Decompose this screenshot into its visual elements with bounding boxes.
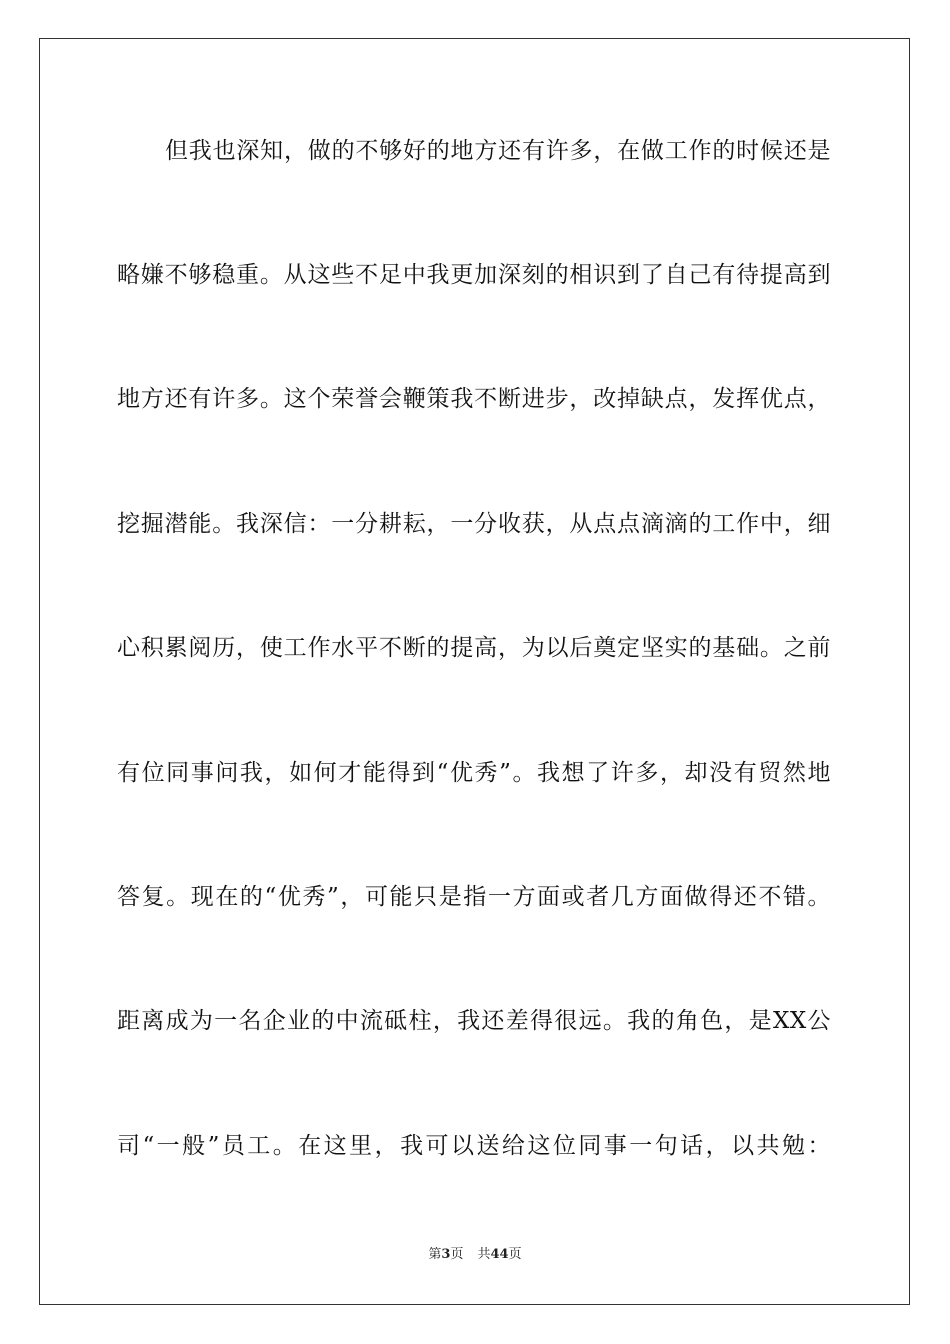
page-footer [0,1246,950,1264]
paragraph-line-9: 司“一般”员工。在这里，我可以送给这位同事一句话，以共勉： [117,1133,831,1159]
paragraph-line-7: 答复。现在的“优秀”，可能只是指一方面或者几方面做得还不错。 [117,884,831,910]
page-suffix: 页 [450,1247,464,1262]
paragraph-line-5: 心积累阅历，使工作水平不断的提高，为以后奠定坚实的基础。之前 [117,635,831,661]
paragraph-line-6: 有位同事问我，如何才能得到“优秀”。我想了许多，却没有贸然地 [117,760,831,786]
total-pages: 44 [490,1247,509,1262]
paragraph-line-2: 略嫌不够稳重。从这些不足中我更加深刻的相识到了自己有待提高到 [117,262,831,288]
total-suffix: 页 [508,1247,522,1262]
page-prefix: 第 [428,1247,442,1262]
paragraph-line-3: 地方还有许多。这个荣誉会鞭策我不断进步，改掉缺点，发挥优点， [117,386,831,412]
total-prefix: 共 [477,1247,491,1262]
paragraph-line-1: 但我也深知，做的不够好的地方还有许多，在做工作的时候还是 [165,138,831,164]
paragraph-line-8: 距离成为一名企业的中流砥柱，我还差得很远。我的角色，是XX公 [117,1008,831,1034]
paragraph-line-4: 挖掘潜能。我深信：一分耕耘，一分收获，从点点滴滴的工作中，细 [117,511,831,537]
page-border [39,38,910,1305]
page-number: 3 [441,1247,451,1262]
